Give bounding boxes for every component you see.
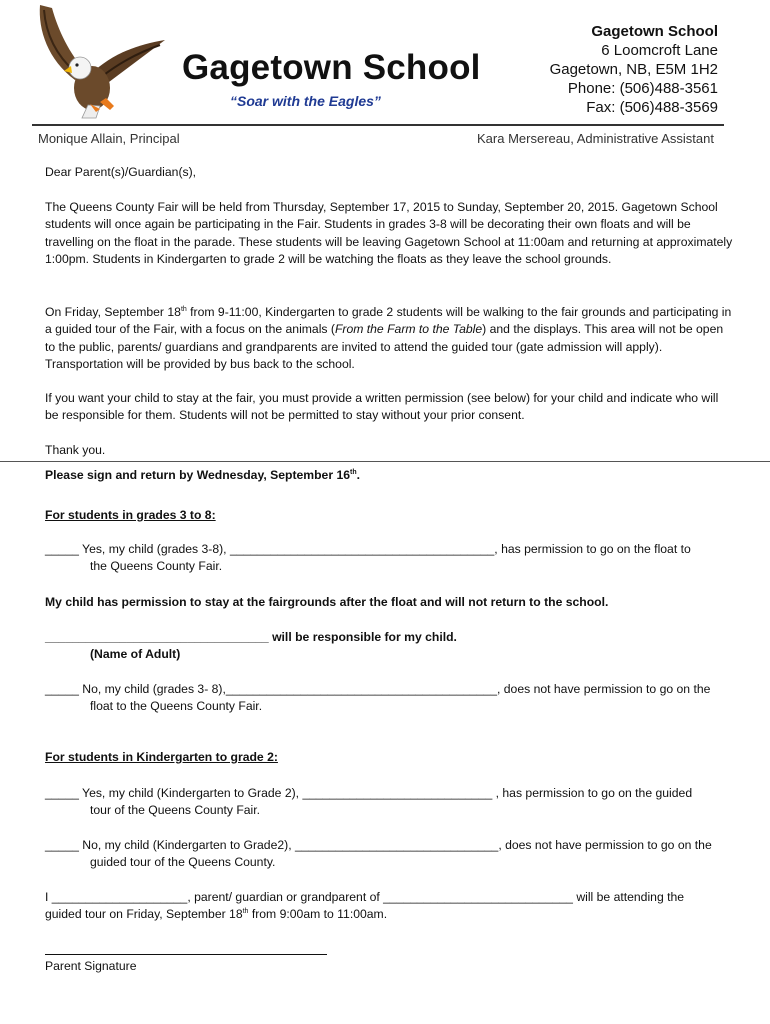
k-yes-line-2: tour of the Queens County Fair. <box>90 803 261 818</box>
k-no-line-2: guided tour of the Queens County. <box>90 855 276 870</box>
letter-greeting: Dear Parent(s)/Guardian(s), <box>45 165 197 179</box>
address-fax: Fax: (506)488-3569 <box>586 99 718 116</box>
kindergarten-yes-option[interactable] <box>45 785 735 820</box>
school-title: Gagetown School <box>182 48 481 87</box>
signature-block[interactable] <box>45 954 735 975</box>
signature-line[interactable] <box>45 954 327 955</box>
principal-name: Monique Allain, Principal <box>38 131 180 146</box>
return-instruction <box>45 467 735 484</box>
p2-part-c: ) and the displays. This area will not be open to the public, parents/ guardians and grandparents are invited to attend the guided tour (gate admission will apply). Transportation will be provided by bus back to the school. <box>45 322 724 371</box>
letter-paragraph-3 <box>45 390 735 425</box>
cut-line <box>0 461 770 462</box>
letter-paragraph-2 <box>45 304 735 373</box>
attend-line-1: I ____________________, parent/ guardian or grandparent of ____________________________ will be attending the <box>45 890 685 904</box>
letter-closing: Thank you. <box>45 443 106 457</box>
grades-3-8-yes-option[interactable] <box>45 541 735 576</box>
kindergarten-no-option[interactable] <box>45 837 735 872</box>
grades-3-8-no-option[interactable] <box>45 681 735 716</box>
signature-label: Parent Signature <box>45 959 137 973</box>
address-phone: Phone: (506)488-3561 <box>567 80 718 97</box>
attend-b2: from 9:00am to 11:00am. <box>248 907 388 922</box>
school-address <box>550 22 718 117</box>
return-a: Please sign and return by Wednesday, September 16 <box>45 468 351 482</box>
p2-sup: th <box>180 306 187 313</box>
k-no-line-1: _____ No, my child (Kindergarten to Grade2), ______________________________, does not have permission to go on the <box>45 838 712 852</box>
header-divider <box>32 124 724 126</box>
letter-paragraph-1 <box>45 199 735 268</box>
responsible-adult-field[interactable] <box>45 629 735 664</box>
school-motto: “Soar with the Eagles” <box>230 93 381 109</box>
assistant-name: Kara Mersereau, Administrative Assistant <box>477 131 714 146</box>
no-line-1: _____ No, my child (grades 3- 8),________________________________________, does not have permission to go on the <box>45 682 711 696</box>
address-city: Gagetown, NB, E5M 1H2 <box>549 61 718 78</box>
yes-line-2: the Queens County Fair. <box>90 559 223 574</box>
p2-part-b: from 9-11:00, Kindergarten to grade 2 students will be walking to the fair grounds and participating in a guided tour of the Fair, with a focus on the animals ( <box>45 305 732 337</box>
address-school-name: Gagetown School <box>591 23 718 40</box>
return-sup: th <box>350 469 357 476</box>
attendance-statement[interactable] <box>45 889 735 924</box>
yes-line-1: _____ Yes, my child (grades 3-8), _______________________________________, has permission to go on the float to <box>45 542 691 556</box>
section-kindergarten-title: For students in Kindergarten to grade 2: <box>45 750 278 764</box>
attend-b1: guided tour on Friday, September 18 <box>45 907 243 922</box>
responsible-line: _________________________________ will be responsible for my child. <box>45 630 457 644</box>
k-yes-line-1: _____ Yes, my child (Kindergarten to Grade 2), ____________________________ , has permission to go on the guided <box>45 786 693 800</box>
name-of-adult-label: (Name of Adult) <box>90 647 181 662</box>
return-b: . <box>356 468 361 482</box>
attend-sup: th <box>242 908 249 916</box>
p2-italic: From the Farm to the Table <box>334 322 483 337</box>
p2-part-a: On Friday, September 18 <box>45 305 181 319</box>
address-street: 6 Loomcroft Lane <box>601 42 718 59</box>
attend-line-2 <box>45 906 735 923</box>
eagle-logo <box>30 0 170 120</box>
paragraph-3-text: If you want your child to stay at the fair, you must provide a written permission (see below) for your child and indicate who will be responsible for them. Students will not be permitted to stay without your prior consent. <box>45 391 719 423</box>
no-line-2: float to the Queens County Fair. <box>90 699 263 714</box>
stay-permission-statement: My child has permission to stay at the fairgrounds after the float and will not return to the school. <box>45 595 609 609</box>
paragraph-1-text: The Queens County Fair will be held from Thursday, September 17, 2015 to Sunday, September 20, 2015. Gagetown School students will once again be participating in the Fair. Students in grades 3-8 will be decorating their own floats and will be travelling on the float in the parade. These students will be leaving Gagetown School at 11:00am and returning at approximately 1:00pm. Students in Kindergarten to grade 2 will be watching the floats as they leave the school grounds. <box>45 200 733 266</box>
section-grades-3-8-title: For students in grades 3 to 8: <box>45 508 216 522</box>
